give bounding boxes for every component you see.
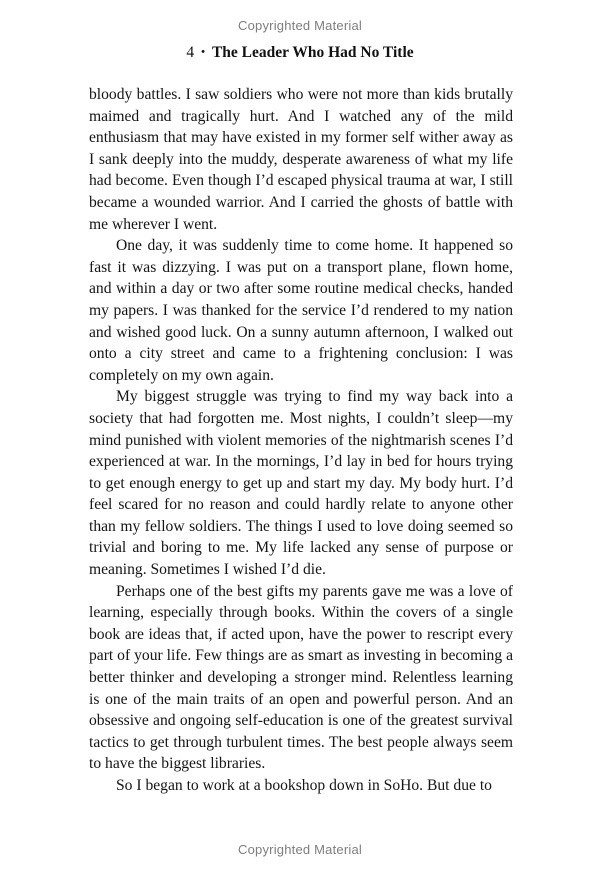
paragraph: Perhaps one of the best gifts my parents gave me was a love of learning, especially through books. Within the covers of a single book are ideas that, if acted upon, have the power to rescript every part of your life. Few things are as smart as investing in becoming a better thinker and developing a stronger mind. Relentless learning is one of the main traits of an open and powerful person. And an obsessive and ongoing self-education is one of the greatest survival tactics to get through turbulent times. The best people always seem to have the biggest libraries. [89, 582, 513, 773]
copyright-notice-top: Copyrighted Material [238, 18, 362, 33]
bullet-separator: • [201, 46, 205, 58]
book-title: The Leader Who Had No Title [211, 44, 414, 61]
paragraph: So I began to work at a bookshop down in SoHo. But due to [116, 777, 492, 794]
page-body [89, 84, 513, 797]
running-header [0, 44, 600, 62]
copyright-notice-bottom: Copyrighted Material [238, 842, 362, 857]
paragraph: bloody battles. I saw soldiers who were not more than kids brutally maimed and tragically hurt. And I watched any of the mild enthusiasm that may have existed in my former self wither away as I sank deeply into the muddy, desperate awareness of what my life had become. Even though I’d escaped physical trauma at war, I still became a wounded warrior. And I carried the ghosts of battle with me wherever I went. [89, 86, 513, 233]
paragraph: My biggest struggle was trying to find my way back into a society that had forgotten me. Most nights, I couldn’t sleep—my mind punished with violent memories of the nightmarish scenes I’d experienced at war. In the mornings, I’d lay in bed for hours trying to get enough energy to get up and start my day. My body hurt. I’d feel scared for no reason and could hardly relate to anyone other than my fellow soldiers. The things I used to love doing seemed so trivial and boring to me. My life lacked any sense of purpose or meaning. Sometimes I wished I’d die. [89, 388, 513, 579]
paragraph: One day, it was suddenly time to come home. It happened so fast it was dizzying. I was put on a transport plane, flown home, and within a day or two after some routine medical checks, handed my papers. I was thanked for the service I’d rendered to my nation and wished good luck. On a sunny autumn afternoon, I walked out onto a city street and came to a frightening conclusion: I was completely on my own again. [89, 237, 513, 384]
page-number: 4 [186, 44, 195, 61]
